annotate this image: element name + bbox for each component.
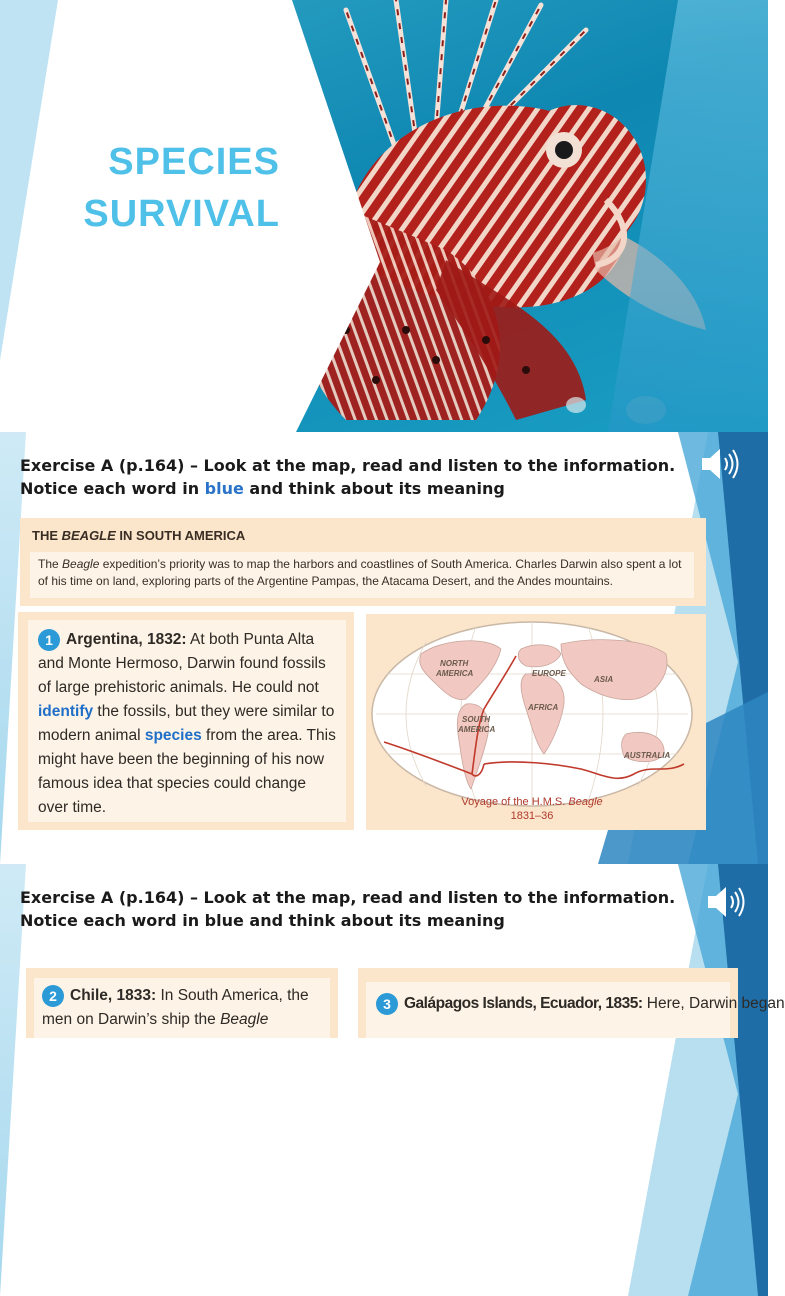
- galapagos-panel: [358, 968, 785, 1038]
- beagle-info-panel: [20, 518, 706, 606]
- map-label: AMERICA: [458, 725, 496, 734]
- map-label: AFRICA: [528, 703, 559, 712]
- chile-text: 2 Chile, 1833: In South America, the men on Darwin’s ship the Beagle: [34, 978, 330, 1038]
- number-badge: 2: [42, 985, 64, 1007]
- instruction-text: and think about its meaning: [243, 479, 505, 498]
- world-map: [366, 614, 706, 830]
- title-slide: [0, 0, 768, 432]
- map-label: EUROPE: [532, 669, 566, 678]
- exercise-instruction: Exercise A (p.164) – Look at the map, read and listen to the information. Notice each word in blue and think about its meaning: [20, 888, 676, 930]
- slide-title: [40, 136, 280, 240]
- argentina-text: 1 Argentina, 1832: At both Punta Alta and Monte Hermoso, Darwin found fossils of large prehistoric animals. He could not identify the fossils, but they were similar to modern animal species from the area. This might have been the beginning of his now famous idea that species could change over time.: [28, 620, 346, 822]
- instruction-text: Exercise A (p.164) – Look at the map, read and listen to the information. Notice each word in: [20, 456, 676, 498]
- title-line: SURVIVAL: [83, 193, 280, 235]
- speaker-icon[interactable]: [696, 444, 744, 484]
- exercise-instruction: [20, 454, 700, 500]
- keyword-species: species: [144, 727, 202, 744]
- voyage-map-panel: [366, 614, 706, 830]
- map-label: AUSTRALIA: [624, 751, 671, 760]
- map-label: NORTH: [440, 659, 469, 668]
- exercise-slide: [0, 432, 768, 864]
- map-caption: Voyage of the H.M.S. Beagle: [461, 796, 603, 808]
- map-label: ASIA: [594, 675, 614, 684]
- number-badge: 3: [376, 993, 398, 1015]
- keyword-identify: identify: [38, 703, 94, 720]
- argentina-heading: Argentina, 1832:: [66, 631, 187, 648]
- instruction-blue-word: blue: [204, 479, 244, 498]
- map-label: AMERICA: [436, 669, 474, 678]
- galapagos-heading: Galápagos Islands, Ecuador, 1835:: [404, 995, 643, 1012]
- beagle-heading: THE BEAGLE IN SOUTH AMERICA: [32, 528, 246, 543]
- chile-heading: Chile, 1833:: [70, 987, 157, 1004]
- galapagos-text: 3 Galápagos Islands, Ecuador, 1835: Here, Darwin began: [366, 982, 730, 1038]
- beagle-text: The Beagle expedition’s priority was to map the harbors and coastlines of South America. Charles Darwin also spent a lot of his time on land, exploring parts of the Argentine Pampas, the Atacama Desert, and the Andes mountains.: [30, 552, 694, 598]
- argentina-panel: [18, 612, 354, 830]
- exercise-slide-2: [0, 864, 785, 1028]
- speaker-icon[interactable]: [702, 882, 750, 922]
- chile-panel: [26, 968, 338, 1038]
- map-caption-years: 1831–36: [510, 810, 554, 822]
- map-label: SOUTH: [462, 715, 490, 724]
- title-line: SPECIES: [108, 141, 280, 183]
- number-badge: 1: [38, 629, 60, 651]
